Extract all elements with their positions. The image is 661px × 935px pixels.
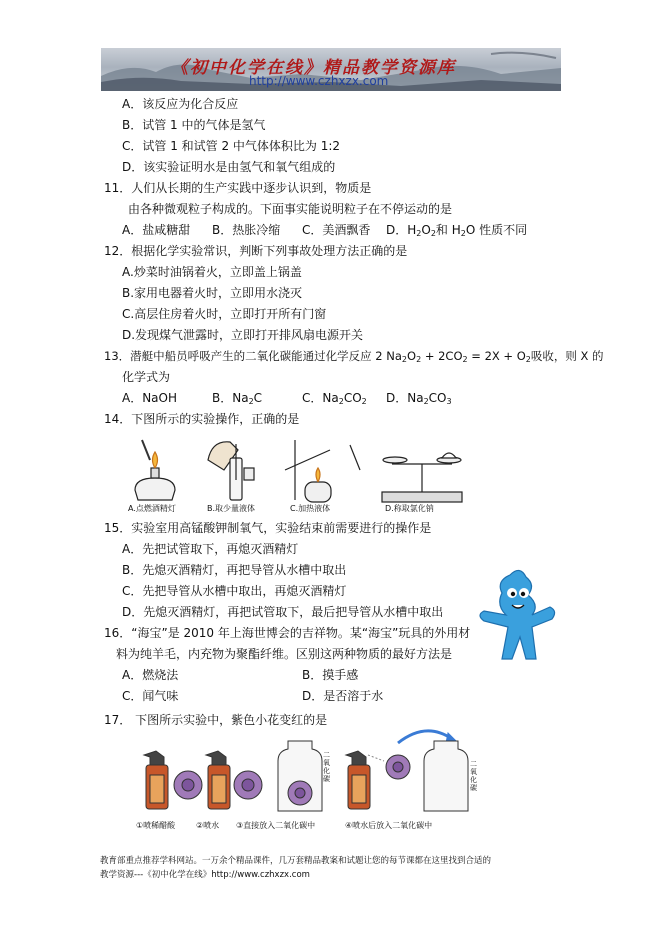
q14-caption-b: B.取少量液体 — [207, 504, 256, 513]
q17-caption-3: ③直接放入二氧化碳中 — [236, 821, 316, 830]
spray-bottle-icon — [346, 751, 384, 809]
header-banner — [101, 48, 561, 91]
q16-stem-line2: 料为纯羊毛，内充物为聚酯纤维。区别这两种物质的最好方法是 — [116, 647, 453, 661]
q11-option-d: D．$H_2O_2$和 $H_2O$ 性质不同 — [386, 223, 528, 238]
q17-experiment-figure — [136, 725, 486, 817]
q12-option-a: A.炒菜时油锅着火，立即盖上锅盖 — [122, 265, 302, 279]
footer-line1: 教育部重点推荐学科网站。一万余个精品课件，几万套精品教案和试题让您的每节课都在这里找到合适的 — [100, 856, 492, 866]
q10-option-b: B．试管 1 中的气体是氢气 — [122, 118, 266, 132]
q15-option-b: B．先熄灭酒精灯，再把导管从水槽中取出 — [122, 563, 347, 577]
q10-option-a: A．该反应为化合反应 — [122, 97, 239, 111]
haibao-mascot-icon — [470, 565, 560, 665]
q13-stem-line1: 13．潜艇中船员呼吸产生的二氧化碳能通过化学反应 2 $Na_2O_2 + 2CO_2 = 2X + O_2$吸收，则 X 的 — [104, 349, 604, 364]
q16-stem-line1: 16．“海宝”是 2010 年上海世博会的吉祥物。某“海宝”玩具的外用材 — [104, 626, 471, 640]
spray-bottle-icon — [206, 751, 230, 809]
heating-test-tube-icon — [285, 440, 360, 502]
banner-title: 《初中化学在线》精品教学资源库 — [171, 58, 456, 78]
q12-stem: 12．根据化学实验常识，判断下列事故处理方法正确的是 — [104, 244, 408, 258]
purple-flower-icon — [386, 755, 410, 779]
banner-url[interactable]: http://www.czhxzx.com — [249, 74, 389, 88]
q13-option-a: A．NaOH — [122, 391, 178, 405]
q13-stem-line2: 化学式为 — [122, 370, 171, 384]
q10-option-c: C．试管 1 和试管 2 中气体体积比为 1:2 — [122, 139, 341, 153]
q17-caption-4: ④喷水后放入二氧化碳中 — [345, 821, 433, 830]
jar4-label: 二氧化碳 — [470, 760, 477, 792]
q12-option-c: C.高层住房着火时，立即打开所有门窗 — [122, 307, 327, 321]
q15-option-d: D．先熄灭酒精灯，再把试管取下，最后把导管从水槽中取出 — [122, 605, 444, 619]
q13-option-c: C．$Na_2CO_2$ — [302, 391, 367, 406]
q12-option-d: D.发现煤气泄露时，立即打开排风扇电源开关 — [122, 328, 364, 342]
q10-option-d: D．该实验证明水是由氢气和氧气组成的 — [122, 160, 336, 174]
dropper-bottle-icon — [208, 442, 254, 500]
q13-option-d: D．$Na_2CO_3$ — [386, 391, 452, 406]
alcohol-lamp-icon — [135, 440, 175, 500]
q11-stem-line2: 由各种微观粒子构成的。下面事实能说明粒子在不停运动的是 — [128, 202, 453, 216]
q16-option-c: C．闻气味 — [122, 689, 179, 703]
q14-caption-d: D.称取氯化钠 — [385, 504, 434, 513]
q17-stem: 17． 下图所示实验中，紫色小花变红的是 — [104, 713, 328, 727]
q14-stem: 14．下图所示的实验操作，正确的是 — [104, 412, 300, 426]
q11-option-c: C．美酒飘香 — [302, 223, 371, 237]
q15-option-c: C．先把导管从水槽中取出，再熄灭酒精灯 — [122, 584, 347, 598]
spray-bottle-icon — [144, 751, 168, 809]
q11-option-b: B．热胀冷缩 — [212, 223, 281, 237]
q13-option-b: B．$Na_2C$ — [212, 391, 263, 406]
purple-flower-icon — [174, 771, 202, 799]
purple-flower-icon — [234, 771, 262, 799]
q11-stem-line1: 11．人们从长期的生产实践中逐步认识到，物质是 — [104, 181, 372, 195]
balance-scale-icon — [382, 453, 462, 502]
gas-jar-icon — [424, 741, 468, 811]
gas-jar-icon — [278, 741, 322, 811]
q16-option-a: A．燃烧法 — [122, 668, 179, 682]
q14-caption-c: C.加热液体 — [290, 504, 331, 513]
q17-caption-2: ②喷水 — [196, 821, 220, 830]
q15-option-a: A．先把试管取下，再熄灭酒精灯 — [122, 542, 299, 556]
q14-caption-a: A.点燃酒精灯 — [128, 504, 176, 513]
q12-option-b: B.家用电器着火时，立即用水浇灭 — [122, 286, 303, 300]
q15-stem: 15．实验室用高锰酸钾制氧气，实验结束前需要进行的操作是 — [104, 521, 432, 535]
q17-caption-1: ①喷稀醋酸 — [136, 821, 176, 830]
jar3-label: 二氧化碳 — [323, 751, 330, 783]
q16-option-d: D．是否溶于水 — [302, 689, 384, 703]
q11-option-a: A．盐咸糖甜 — [122, 223, 191, 237]
q16-option-b: B．摸手感 — [302, 668, 359, 682]
footer-line2[interactable]: 教学资源---《初中化学在线》http://www.czhxzx.com — [100, 870, 310, 880]
